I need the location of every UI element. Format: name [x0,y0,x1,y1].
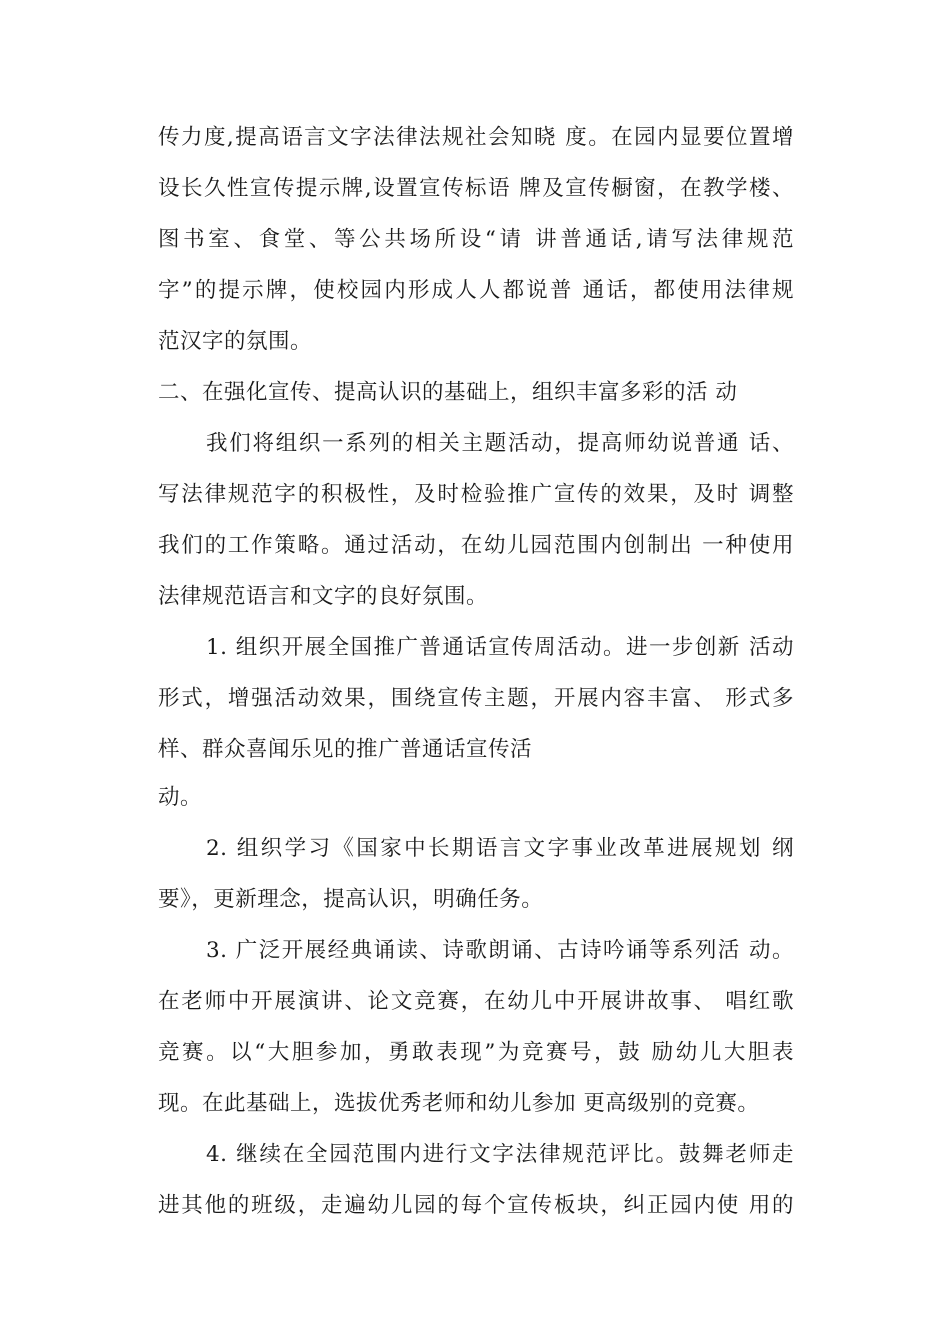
text-line: 我们的工作策略。通过活动，在幼儿园范围内创制出 一种使用 [158,533,794,558]
text-line: 现。在此基础上，选拔优秀老师和幼儿参加 更高级别的竞赛。 [158,1091,760,1116]
section-heading: 二、在强化宣传、提高认识的基础上，组织丰富多彩的活 动 [158,380,738,405]
text-line: 形式，增强活动效果，围绕宣传主题，开展内容丰富、 形式多 [158,686,794,711]
text-line: 要》，更新理念，提高认识，明确任务。 [158,887,544,912]
text-line: 范汉字的氛围。 [158,329,313,354]
text-line: 法律规范语言和文字的良好氛围。 [158,584,489,609]
list-item-1-first-line: 1. 组织开展全国推广普通话宣传周活动。进一步创新 活动 [206,635,794,660]
text-line: 动。 [158,785,203,810]
text-line: 竞赛。以“大胆参加，勇敢表现”为竞赛号，鼓 励幼儿大胆表 [158,1040,794,1065]
text-line: 在老师中开展演讲、论文竞赛，在幼儿中开展讲故事、 唱红歌 [158,989,794,1014]
paragraph-first-line: 我们将组织一系列的相关主题活动，提高师幼说普通 话、 [206,431,794,456]
text-line: 写法律规范字的积极性，及时检验推广宣传的效果，及时 调整 [158,482,794,507]
text-line: 样、群众喜闻乐见的推广普通话宣传活 [158,737,533,762]
text-line: 传力度,提高语言文字法律法规社会知晓 度。在园内显要位置增 [158,125,794,150]
text-line: 字”的提示牌，使校园内形成人人都说普 通话，都使用法律规 [158,278,794,303]
list-item-2-first-line: 2. 组织学习《国家中长期语言文字事业改革进展规划 纲 [206,836,794,861]
list-item-4-first-line: 4. 继续在全园范围内进行文字法律规范评比。鼓舞老师走 [206,1142,794,1167]
document-page [158,118,794,1237]
text-line: 设长久性宣传提示牌,设置宣传标语 牌及宣传橱窗，在教学楼、 [158,176,794,201]
list-item-3-first-line: 3. 广泛开展经典诵读、诗歌朗诵、古诗吟诵等系列活 动。 [206,938,794,963]
text-line: 进其他的班级，走遍幼儿园的每个宣传板块，纠正园内使 用的 [158,1193,794,1218]
text-line: 图书室、食堂、等公共场所设“请 讲普通话,请写法律规范 [158,227,794,252]
